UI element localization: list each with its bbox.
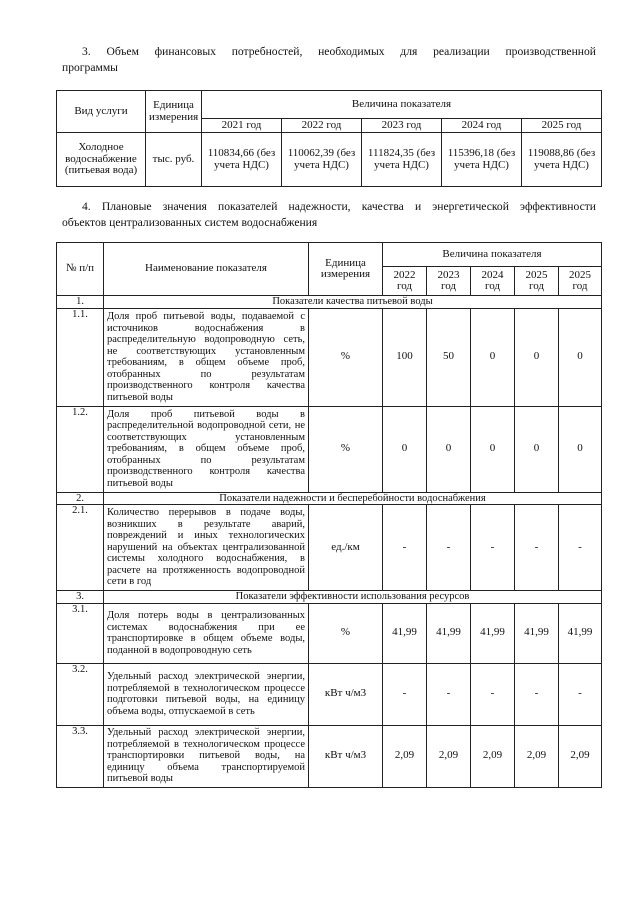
value-cell: 110834,66 (без учета НДС): [202, 133, 282, 187]
row-unit: ед./км: [309, 505, 383, 591]
row-num: 2.1.: [57, 505, 104, 591]
value-cell: -: [383, 663, 427, 725]
row-num: 1.1.: [57, 308, 104, 406]
row-name: Количество перерывов в подаче воды, возникших в результате аварий, повреждений и иных технологических нарушений на объектах централизованной системы холодного водоснабжения, в расчете на протяженность водопроводной сети в год: [104, 505, 309, 591]
value-cell: 119088,86 (без учета НДС): [522, 133, 602, 187]
value-cell: 0: [471, 406, 515, 492]
year-header: 2024 год: [471, 267, 515, 296]
value-cell: 110062,39 (без учета НДС): [282, 133, 362, 187]
year-header: 2023 год: [362, 119, 442, 133]
header-name: Наименование показателя: [104, 243, 309, 296]
value-cell: -: [471, 663, 515, 725]
year-header: 2025 год: [515, 267, 559, 296]
section4-heading: [62, 199, 596, 231]
value-cell: 0: [427, 406, 471, 492]
value-cell: -: [559, 663, 602, 725]
group-title: Показатели качества питьевой воды: [104, 296, 602, 309]
value-cell: -: [427, 663, 471, 725]
service-unit: тыс. руб.: [146, 133, 202, 187]
value-cell: -: [559, 505, 602, 591]
row-name: Удельный расход электрической энергии, потребляемой в технологическом процессе транспортировки питьевой воды, на единицу объема транспортируемой питьевой воды: [104, 725, 309, 787]
year-header: 2022 год: [383, 267, 427, 296]
row-num: 3.2.: [57, 663, 104, 725]
row-num: 1.2.: [57, 406, 104, 492]
value-cell: -: [515, 505, 559, 591]
value-cell: 0: [383, 406, 427, 492]
row-unit: %: [309, 308, 383, 406]
group-num: 1.: [57, 296, 104, 309]
year-header: 2022 год: [282, 119, 362, 133]
financial-needs-table: [56, 90, 602, 187]
row-unit: %: [309, 406, 383, 492]
year-header: 2024 год: [442, 119, 522, 133]
row-unit: кВт ч/м3: [309, 663, 383, 725]
header-num: № п/п: [57, 243, 104, 296]
section3-heading-line1: 3. Объем финансовых потребностей, необходимых для реализации производственной: [82, 45, 596, 58]
group-num: 2.: [57, 492, 104, 505]
header-value: Величина показателя: [383, 243, 602, 267]
row-name: Удельный расход электрической энергии, потребляемой в технологическом процессе подготовки питьевой воды, на единицу объема воды, отпускаемой в сеть: [104, 663, 309, 725]
value-cell: 41,99: [559, 603, 602, 663]
row-name: Доля проб питьевой воды, подаваемой с источников водоснабжения в распределительную водопроводную сеть, не соответствующих установленным требованиям, в общем объеме проб, отобранных по результатам производственного контроля качества питьевой воды: [104, 308, 309, 406]
value-cell: 2,09: [471, 725, 515, 787]
value-cell: 0: [515, 406, 559, 492]
year-header: 2021 год: [202, 119, 282, 133]
year-header: 2023 год: [427, 267, 471, 296]
header-unit: Единица измерения: [146, 91, 202, 133]
group-title: Показатели надежности и бесперебойности водоснабжения: [104, 492, 602, 505]
value-cell: 0: [559, 308, 602, 406]
header-value: Величина показателя: [202, 91, 602, 119]
value-cell: 2,09: [383, 725, 427, 787]
value-cell: -: [471, 505, 515, 591]
value-cell: 0: [559, 406, 602, 492]
group-title: Показатели эффективности использования ресурсов: [104, 591, 602, 604]
value-cell: 41,99: [515, 603, 559, 663]
value-cell: 41,99: [383, 603, 427, 663]
section3-heading-line2: программы: [62, 61, 118, 74]
value-cell: 100: [383, 308, 427, 406]
value-cell: 41,99: [427, 603, 471, 663]
value-cell: 2,09: [427, 725, 471, 787]
row-unit: %: [309, 603, 383, 663]
year-header: 2025 год: [522, 119, 602, 133]
value-cell: 2,09: [515, 725, 559, 787]
indicators-table: [56, 242, 602, 788]
row-num: 3.1.: [57, 603, 104, 663]
section4-heading-line1: 4. Плановые значения показателей надежности, качества и энергетической эффективности: [82, 200, 596, 213]
value-cell: -: [427, 505, 471, 591]
value-cell: 0: [471, 308, 515, 406]
value-cell: 0: [515, 308, 559, 406]
year-header: 2025 год: [559, 267, 602, 296]
value-cell: 41,99: [471, 603, 515, 663]
group-num: 3.: [57, 591, 104, 604]
row-name: Доля проб питьевой воды в распределительной водопроводной сети, не соответствующих установленным требованиям, в общем объеме проб, отобранных по результатам производственного контроля качества питьевой воды: [104, 406, 309, 492]
section4-heading-line2: объектов централизованных систем водоснабжения: [62, 216, 318, 229]
header-unit: Единица измерения: [309, 243, 383, 296]
value-cell: 115396,18 (без учета НДС): [442, 133, 522, 187]
value-cell: 111824,35 (без учета НДС): [362, 133, 442, 187]
row-name: Доля потерь воды в централизованных системах водоснабжения при ее транспортировке в общем объеме воды, поданной в водопроводную сеть: [104, 603, 309, 663]
value-cell: 2,09: [559, 725, 602, 787]
row-num: 3.3.: [57, 725, 104, 787]
section3-heading: [62, 44, 596, 76]
value-cell: -: [383, 505, 427, 591]
service-name: Холодное водоснабжение (питьевая вода): [57, 133, 146, 187]
value-cell: -: [515, 663, 559, 725]
row-unit: кВт ч/м3: [309, 725, 383, 787]
header-service: Вид услуги: [57, 91, 146, 133]
value-cell: 50: [427, 308, 471, 406]
